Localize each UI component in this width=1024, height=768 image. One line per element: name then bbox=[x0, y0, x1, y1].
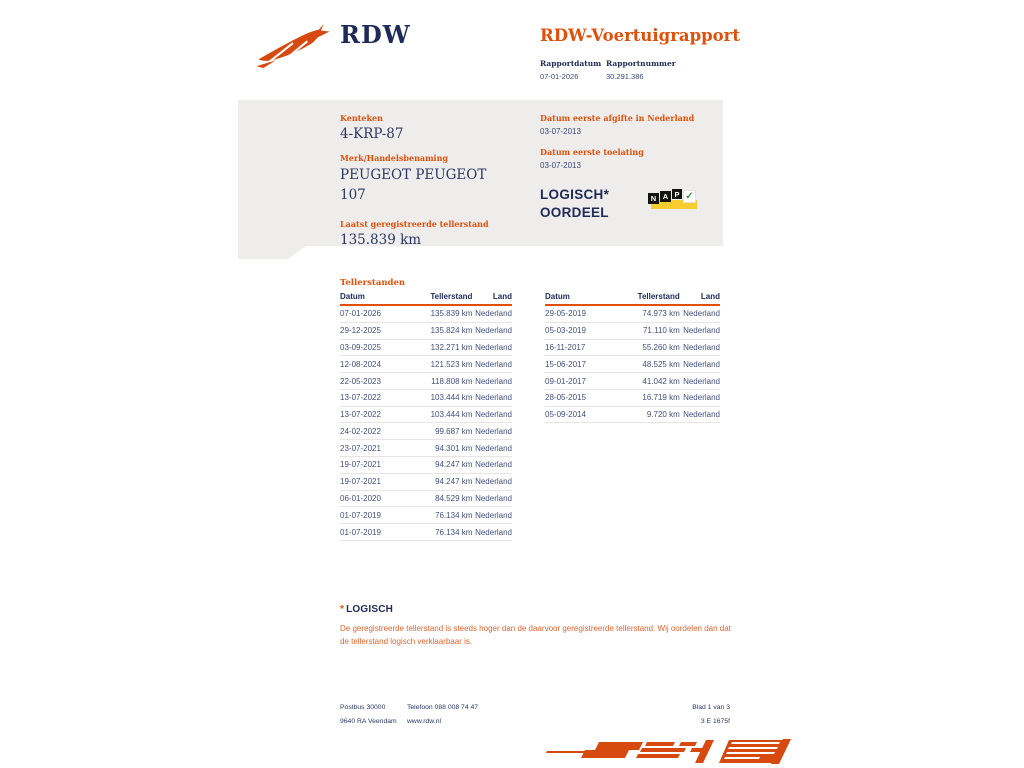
table-row: 09-01-2017 41.042 km Nederland bbox=[545, 373, 720, 390]
table-row: 03-09-2025 132.271 km Nederland bbox=[340, 339, 512, 356]
table-row: 29-05-2019 74.973 km Nederland bbox=[545, 305, 720, 322]
rdw-bird-icon bbox=[254, 20, 332, 70]
vehicle-summary-panel bbox=[238, 100, 723, 249]
report-title-block bbox=[540, 26, 800, 81]
col-header-tellerstand: Tellerstand bbox=[615, 290, 680, 305]
footer-form-code: 3 E 1675f bbox=[700, 717, 730, 725]
table-row: 24-02-2022 99.687 km Nederland bbox=[340, 423, 512, 440]
merk-value: PEUGEOT PEUGEOT 107 bbox=[340, 167, 487, 203]
tellerstand-value: 135.839 km bbox=[340, 232, 422, 249]
kenteken-label: Kenteken bbox=[340, 113, 383, 123]
rdw-stripes-graphic-icon bbox=[543, 736, 793, 767]
note-asterisk: * bbox=[340, 604, 345, 615]
table-row: 13-07-2022 103.444 km Nederland bbox=[340, 389, 512, 406]
note-body: De geregistreerde tellerstand is steeds hoger dan de daarvoor geregistreerde tellerstand. Wij oordelen dan dat de tellerstand logisch verklaarbaar is. bbox=[340, 624, 731, 646]
table-row: 23-07-2021 94.301 km Nederland bbox=[340, 440, 512, 457]
logisch-note bbox=[340, 604, 735, 648]
footer-page-number: Blad 1 van 3 bbox=[692, 704, 730, 711]
mileage-table-right bbox=[545, 290, 720, 423]
oordeel-text: LOGISCH* OORDEEL bbox=[540, 187, 610, 220]
page-title: RDW-Voertuigrapport bbox=[540, 26, 740, 45]
tellerstanden-heading: Tellerstanden bbox=[340, 278, 406, 288]
col-header-datum: Datum bbox=[545, 290, 615, 305]
nap-logo bbox=[648, 188, 698, 212]
report-number-label: Rapportnummer bbox=[606, 59, 676, 68]
report-date-label: Rapportdatum bbox=[540, 59, 602, 68]
afgifte-value: 03-07-2013 bbox=[540, 127, 581, 136]
nap-letter-n: N bbox=[648, 193, 659, 204]
logo-text: RDW bbox=[340, 20, 411, 49]
toelating-label: Datum eerste toelating bbox=[540, 147, 644, 157]
tellerstand-label: Laatst geregistreerde tellerstand bbox=[340, 219, 489, 230]
table-row: 19-07-2021 94.247 km Nederland bbox=[340, 457, 512, 474]
note-heading: * LOGISCH bbox=[340, 604, 394, 615]
table-row: 05-09-2014 9.720 km Nederland bbox=[545, 406, 720, 423]
nap-letter-p: P bbox=[672, 189, 682, 199]
table-row: 29-12-2025 135.824 km Nederland bbox=[340, 322, 512, 339]
table-row: 06-01-2020 84.529 km Nederland bbox=[340, 490, 512, 507]
table-row: 13-07-2022 103.444 km Nederland bbox=[340, 406, 512, 423]
report-date-value: 07-01-2026 bbox=[540, 72, 579, 81]
kenteken-value: 4-KRP-87 bbox=[340, 126, 404, 142]
table-row: 15-06-2017 48.525 km Nederland bbox=[545, 356, 720, 373]
col-header-land: Land bbox=[680, 290, 720, 305]
table-row: 07-01-2026 135.839 km Nederland bbox=[340, 305, 512, 322]
table-row: 28-05-2015 16.719 km Nederland bbox=[545, 389, 720, 406]
nap-check-icon: ✓ bbox=[683, 190, 696, 203]
rdw-logo bbox=[254, 20, 411, 70]
report-number-value: 30.291.386 bbox=[606, 72, 644, 81]
table-row: 05-03-2019 71.110 km Nederland bbox=[545, 322, 720, 339]
footer-website: www.rdw.nl bbox=[407, 717, 441, 725]
footer-page-info bbox=[692, 701, 730, 728]
footer-phone: Telefoon 088 008 74 47 bbox=[407, 704, 479, 711]
col-header-tellerstand: Tellerstand bbox=[409, 290, 473, 305]
col-header-land: Land bbox=[472, 290, 512, 305]
toelating-value: 03-07-2013 bbox=[540, 161, 581, 170]
nap-letter-a: A bbox=[660, 191, 671, 202]
col-header-datum: Datum bbox=[340, 290, 409, 305]
table-row: 12-08-2024 121.523 km Nederland bbox=[340, 356, 512, 373]
table-row: 19-07-2021 94.247 km Nederland bbox=[340, 473, 512, 490]
mileage-table-left bbox=[340, 290, 512, 541]
table-row: 22-05-2023 118.808 km Nederland bbox=[340, 373, 512, 390]
footer-address: Postbus 30000 9640 RA Veendam bbox=[340, 704, 397, 725]
merk-label: Merk/Handelsbenaming bbox=[340, 153, 449, 163]
table-row: 01-07-2019 76.134 km Nederland bbox=[340, 507, 512, 524]
footer-contact bbox=[407, 701, 478, 728]
afgifte-label: Datum eerste afgifte in Nederland bbox=[540, 113, 695, 123]
table-row: 16-11-2017 55.260 km Nederland bbox=[545, 339, 720, 356]
table-row: 01-07-2019 76.134 km Nederland bbox=[340, 524, 512, 541]
